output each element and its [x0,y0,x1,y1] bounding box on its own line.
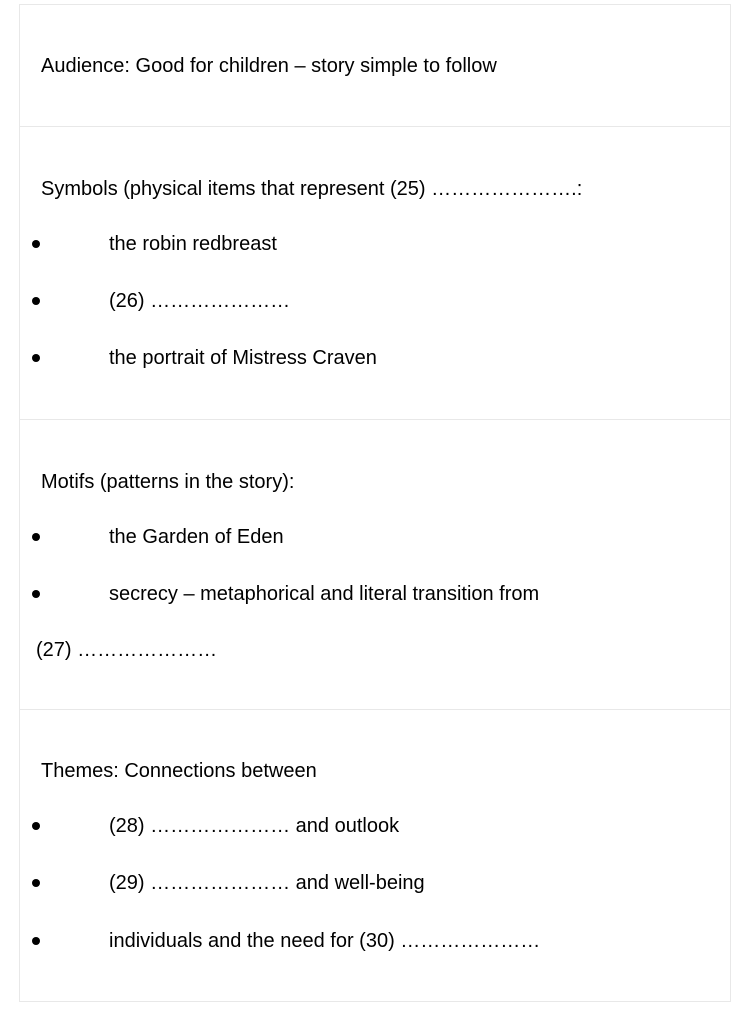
symbols-bullet-1: the robin redbreast [109,233,277,255]
bullet-icon [32,240,40,248]
section-themes [19,709,731,1002]
bullet-icon [32,533,40,541]
bullet-icon [32,822,40,830]
section-symbols [19,126,731,419]
bullet-icon [32,297,40,305]
themes-bullet-1: (28) ………………… and outlook [109,815,400,837]
bullet-icon [32,937,40,945]
section-motifs [19,419,731,709]
themes-bullet-3: individuals and the need for (30) ………………… [109,930,541,952]
bullet-icon [32,354,40,362]
audience-heading: Audience: Good for children – story simple to follow [41,55,497,77]
motifs-bullet-2: secrecy – metaphorical and literal transition from [109,583,540,605]
themes-heading: Themes: Connections between [41,760,317,782]
section-audience [19,4,731,126]
themes-bullet-2: (29) ………………… and well-being [109,872,425,894]
bullet-icon [32,879,40,887]
symbols-heading: Symbols (physical items that represent (25) ………………….: [41,178,583,200]
motifs-bullet-1: the Garden of Eden [109,526,284,548]
symbols-bullet-3: the portrait of Mistress Craven [109,347,377,369]
motifs-heading: Motifs (patterns in the story): [41,471,295,493]
motifs-continuation: (27) ………………… [36,639,218,661]
symbols-bullet-2: (26) ………………… [109,290,291,312]
bullet-icon [32,590,40,598]
